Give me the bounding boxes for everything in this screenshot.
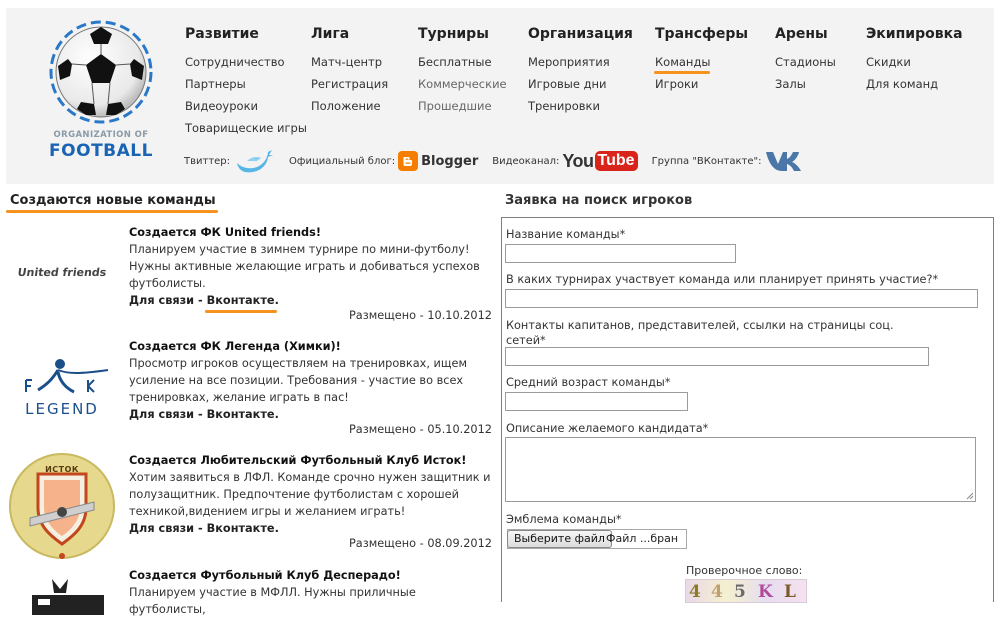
contact-suffix: . [274,294,279,307]
menu-column-transfers [655,26,748,99]
team-logo-text: ИСТОК [45,465,79,474]
post-description: Планируем участие в МФЛЛ. Нужны приличные футболисты, [129,586,416,616]
team-age-label: Средний возраст команды* [506,376,671,389]
captcha-char: 4 [711,582,723,602]
youtube-link[interactable] [492,151,637,172]
menu-link-regulations[interactable]: Положение [311,99,381,113]
team-name-label: Название команды* [506,228,626,241]
contact-suffix: . [274,408,279,421]
post-body [129,567,494,618]
menu-title-league[interactable]: Лига [311,26,350,42]
post-description: Хотим заявиться в ЛФЛ. Команде срочно нужен защитник и полузащитник. Предпочтение футболистам с хорошей техникой,видением игры и желанием играть! [129,471,491,518]
menu-link-trainings[interactable]: Тренировки [528,99,600,113]
player-search-form-title: Заявка на поиск игроков [505,193,693,208]
menu-link-free[interactable]: Бесплатные [418,55,492,69]
menu-column-development [185,26,307,143]
post-contact [129,520,494,537]
social-links-row [184,146,824,176]
youtube-logo-icon [562,151,637,172]
blogger-icon [398,151,418,171]
logo-caption-main: FOOTBALL [49,141,153,161]
team-logo-text: LEGEND [25,400,99,418]
contact-suffix: . [274,522,279,535]
resize-handle-icon[interactable] [966,492,974,500]
candidate-description-textarea[interactable] [505,437,976,502]
new-teams-title: Создаются новые команды [10,193,216,208]
post-description: Просмотр игроков осуществляем на тренировках, ищем усиление на все позиции. Требования - участие во всех тренировках, желание играть в пас! [129,357,467,404]
menu-link-for-teams[interactable]: Для команд [866,77,939,91]
menu-column-tournaments [418,26,507,121]
post-body [129,338,494,423]
captcha-char: 5 [734,582,746,602]
menu-title-tournaments[interactable]: Турниры [418,26,489,42]
contacts-input[interactable] [505,347,929,366]
desperado-logo-icon [8,575,116,615]
team-logo-desperado[interactable] [8,575,116,602]
post-title: Создается ФК United friends! [129,226,322,239]
blogger-link[interactable] [289,151,478,171]
captcha-image [685,579,807,603]
menu-link-commercial[interactable]: Коммерческие [418,77,507,91]
menu-column-arenas [775,26,836,99]
vk-contact-link[interactable]: Вконтакте [206,522,275,535]
menu-link-cooperation[interactable]: Сотрудничество [185,55,285,69]
vk-contact-link[interactable]: Вконтакте [206,294,275,307]
candidate-description-label: Описание желаемого кандидата* [506,422,709,435]
team-post [0,224,496,334]
captcha-label: Проверочное слово: [686,564,803,577]
captcha-char: 4 [689,582,701,602]
team-post [0,452,496,562]
post-description: Планируем участие в зимнем турнире по мини-футболу! Нужны активные желающие играть и добиваться успехов футболисты. [129,243,480,290]
post-body [129,224,494,309]
post-title: Создается ФК Легенда (Химки)! [129,340,341,353]
youtube-you-text: You [562,150,594,171]
twitter-label: Твиттер: [184,155,231,167]
menu-link-halls[interactable]: Залы [775,77,806,91]
choose-file-button[interactable]: Выберите файл [507,530,612,548]
menu-link-video-lessons[interactable]: Видеоуроки [185,99,258,113]
menu-link-game-days[interactable]: Игровые дни [528,77,607,91]
menu-link-stadiums[interactable]: Стадионы [775,55,836,69]
menu-title-organization[interactable]: Организация [528,26,633,42]
menu-link-players[interactable]: Игроки [655,77,699,91]
post-title: Создается Любительский Футбольный Клуб Исток! [129,454,467,467]
post-contact [129,406,494,423]
team-logo-united-friends[interactable] [8,266,116,279]
menu-link-teams[interactable]: Команды [655,55,748,77]
vk-link[interactable] [652,149,811,173]
team-logo-legend[interactable] [8,352,116,426]
post-body [129,452,494,537]
menu-link-past[interactable]: Прошедшие [418,99,492,113]
menu-title-equipment[interactable]: Экипировка [866,26,963,42]
vk-logo-icon [764,149,810,173]
team-post [0,338,496,448]
contact-prefix: Для связи - [129,522,207,535]
video-label: Видеоканал: [492,155,560,167]
vk-contact-link[interactable]: Вконтакте [206,408,275,421]
menu-column-organization [528,26,633,121]
post-date: Размещено - 08.09.2012 [348,537,492,550]
blog-label: Официальный блог: [289,155,396,167]
menu-link-discounts[interactable]: Скидки [866,55,911,69]
emblem-label: Эмблема команды* [506,513,622,526]
captcha-char: K [758,582,773,602]
menu-link-friendly-games[interactable]: Товарищеские игры [185,121,307,135]
team-logo-istok[interactable] [8,452,116,564]
post-date: Размещено - 05.10.2012 [348,423,492,436]
site-logo[interactable] [46,14,156,174]
menu-title-arenas[interactable]: Арены [775,26,828,42]
menu-link-partners[interactable]: Партнеры [185,77,246,91]
tournaments-input[interactable] [505,289,978,308]
team-logo-text: United friends [16,266,108,279]
post-title: Создается Футбольный Клуб Десперадо! [129,569,401,582]
twitter-link[interactable] [184,147,275,175]
menu-column-league [311,26,388,121]
tournaments-label: В каких турнирах участвует команда или планирует принять участие?* [506,273,939,286]
blogger-text: Blogger [421,153,479,169]
vk-label: Группа "ВКонтакте": [651,155,762,167]
youtube-tube-text: Tube [595,151,638,171]
contacts-label: Контакты капитанов, представителей, ссылки на страницы соц. сетей* [506,319,894,347]
title-underline [6,210,218,213]
logo-caption-top: ORGANIZATION OF [53,130,149,140]
soccer-ball-icon [46,14,156,130]
menu-link-registration[interactable]: Регистрация [311,77,389,91]
post-contact [129,292,494,309]
captcha-char: L [784,582,796,602]
team-name-input[interactable] [505,244,736,263]
menu-column-equipment [866,26,963,99]
contact-prefix: Для связи - [129,294,207,307]
menu-link-events[interactable]: Мероприятия [528,55,610,69]
player-search-form [501,217,994,602]
team-post [0,567,496,616]
menu-link-match-center[interactable]: Матч-центр [311,55,383,69]
site-header [6,8,994,184]
twitter-bird-icon [233,147,275,175]
file-status-text: Файл ...бран [606,532,679,545]
menu-title-development[interactable]: Развитие [185,26,259,42]
post-date: Размещено - 10.10.2012 [348,309,492,322]
menu-title-transfers[interactable]: Трансферы [655,26,749,42]
team-age-input[interactable] [505,392,688,411]
contact-prefix: Для связи - [129,408,207,421]
